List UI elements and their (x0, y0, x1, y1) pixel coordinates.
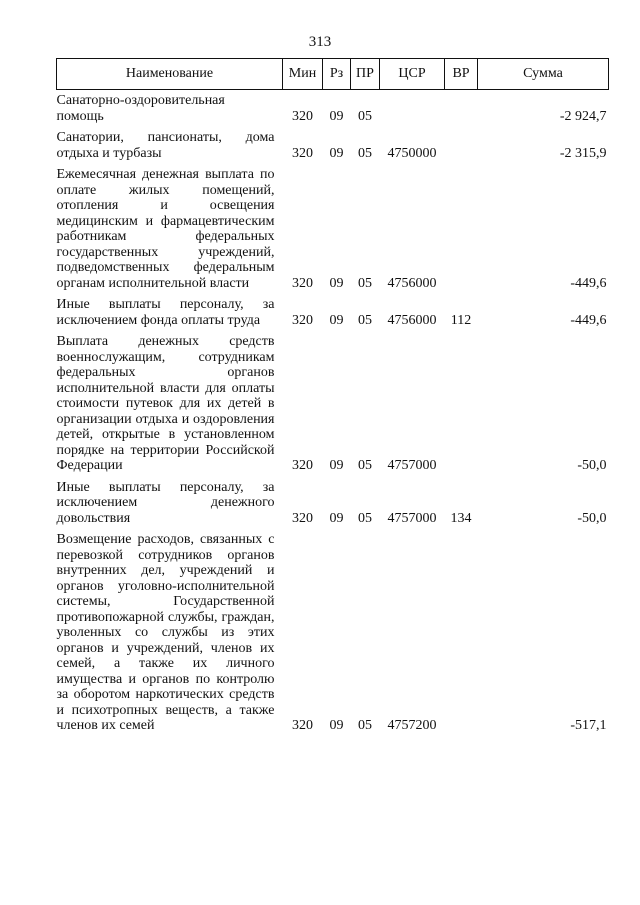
header-csr: ЦСР (380, 59, 445, 90)
row-name: Иные выплаты персоналу, за исключением денежного довольствия (56, 479, 275, 526)
row-vr (445, 526, 478, 734)
table-row (57, 474, 609, 527)
row-name: Санаторно-оздоровительная помощь (56, 93, 225, 124)
row-sum: -2 924,7 (559, 108, 607, 124)
row-name: Возмещение расходов, связанных с перевозкой сотрудников органов внутренних дел, учреждений и органов уголовно-исполнительной системы, Государственной противопожарной службы, граждан, уволенных со службы из этих органов и учреждений, членов их семей, а также их личного имущества и органов по контролю за оборотом наркотических средств и психотропных веществ, а также членов их семей (56, 532, 275, 733)
row-rz: 09 (329, 458, 344, 473)
table-body (57, 90, 609, 734)
row-pr: 05 (358, 108, 372, 124)
row-pr: 05 (358, 145, 372, 161)
header-pr: ПР (351, 59, 380, 90)
row-sum: -517,1 (570, 718, 607, 733)
row-csr: 4757000 (387, 458, 437, 473)
row-min: 320 (292, 108, 313, 124)
row-min: 320 (292, 145, 313, 161)
row-vr (445, 161, 478, 291)
header-vr: ВР (445, 59, 478, 90)
row-rz: 09 (329, 275, 344, 291)
row-min: 320 (292, 718, 313, 733)
row-pr: 05 (358, 458, 372, 473)
table-row (57, 291, 609, 328)
row-csr: 4756000 (387, 275, 437, 291)
page-number: 313 (308, 34, 332, 50)
row-name: Санатории, пансионаты, дома отдыха и турбазы (56, 130, 275, 161)
table-row (57, 526, 609, 734)
header-sum: Сумма (478, 59, 609, 90)
row-sum: -50,0 (577, 458, 607, 473)
table-row (57, 124, 609, 161)
row-rz: 09 (329, 108, 344, 124)
row-csr: 4757200 (387, 718, 437, 733)
row-csr: 4750000 (387, 145, 437, 161)
row-sum: -449,6 (570, 275, 607, 291)
table-header (57, 59, 609, 90)
row-sum: -449,6 (570, 312, 607, 328)
row-vr: 112 (450, 312, 472, 328)
row-csr: 4757000 (387, 510, 437, 526)
row-rz: 09 (329, 718, 344, 733)
row-rz: 09 (329, 510, 344, 526)
row-min: 320 (292, 312, 313, 328)
row-vr (445, 328, 478, 474)
row-pr: 05 (358, 718, 372, 733)
table-row (57, 90, 609, 125)
row-name: Иные выплаты персоналу, за исключением фонда оплаты труда (56, 297, 275, 328)
row-csr: 4756000 (387, 312, 437, 328)
budget-table (56, 58, 609, 734)
row-min: 320 (292, 510, 313, 526)
row-min: 320 (292, 458, 313, 473)
row-csr (380, 90, 445, 125)
row-rz: 09 (329, 312, 344, 328)
row-name: Выплата денежных средств военнослужащим, сотрудникам федеральных органов исполнительной власти для оплаты стоимости путевок для их детей в организации отдыха и оздоровления детей, открытые в установленном порядке на территории Российской Федерации (56, 334, 275, 473)
table-row (57, 161, 609, 291)
row-vr (445, 90, 478, 125)
header-min: Мин (283, 59, 323, 90)
row-vr: 134 (450, 510, 472, 526)
row-vr (445, 124, 478, 161)
row-pr: 05 (358, 510, 372, 526)
row-pr: 05 (358, 275, 372, 291)
row-name: Ежемесячная денежная выплата по оплате жилых помещений, отопления и освещения медицинским и фармацевтическим работникам федеральных государственных учреждений, подведомственных федеральным органам исполнительной власти (56, 167, 275, 291)
header-rz: Рз (323, 59, 351, 90)
row-sum: -2 315,9 (559, 145, 607, 161)
header-name: Наименование (57, 59, 283, 90)
table-row (57, 328, 609, 474)
row-min: 320 (292, 275, 313, 291)
row-sum: -50,0 (577, 510, 607, 526)
row-rz: 09 (329, 145, 344, 161)
row-pr: 05 (358, 312, 372, 328)
